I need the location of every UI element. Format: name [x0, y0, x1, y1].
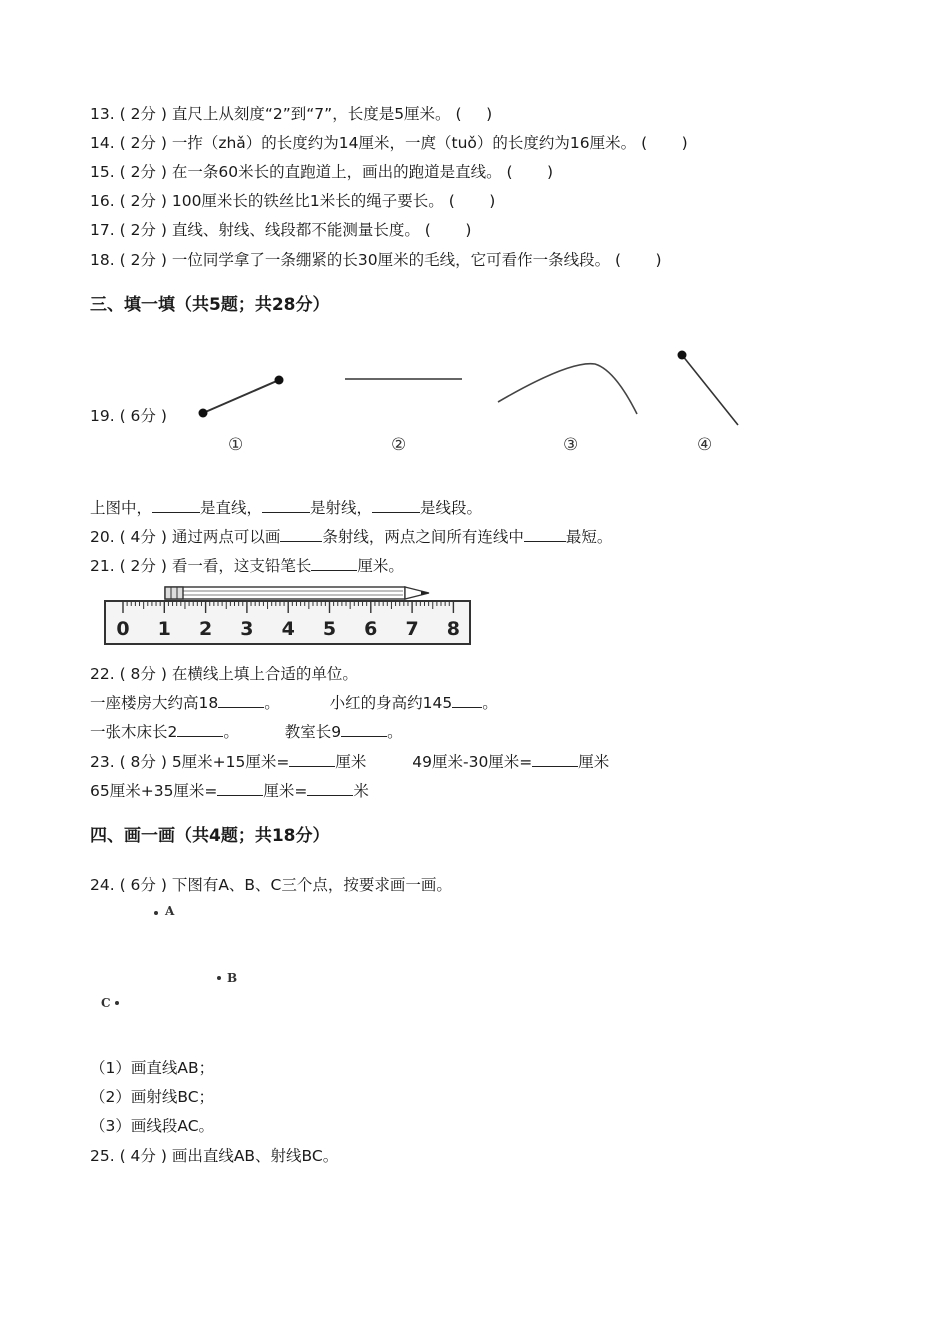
point-c-dot: [115, 1001, 119, 1005]
ruler-number: 0: [116, 618, 130, 640]
ruler-number: 7: [405, 618, 419, 640]
figure-label-3: ③: [563, 435, 579, 455]
ruler-number: 2: [198, 618, 213, 640]
answer-blank[interactable]: [311, 556, 357, 571]
answer-blank[interactable]: [280, 527, 322, 542]
point-a-label: A: [165, 904, 175, 918]
figure-ray: [678, 351, 739, 426]
question-20: 20. ( 4分 ) 通过两点可以画 条射线，两点之间所有连线中 最短。: [90, 528, 613, 546]
answer-blank[interactable]: [177, 722, 223, 737]
answer-blank[interactable]: [289, 752, 335, 767]
ruler-number: 6: [364, 618, 378, 640]
ruler-pencil-figure: [103, 582, 475, 648]
question-17: 17. ( 2分 ) 直线、射线、线段都不能测量长度。 ( ): [90, 221, 472, 239]
section-heading-draw: 四、画一画（共4题；共18分）: [90, 826, 330, 846]
answer-blank[interactable]: [217, 781, 263, 796]
question-22-row1: 一座楼房大约高18 。 小红的身高约145 。: [90, 694, 498, 712]
answer-blank[interactable]: [372, 498, 420, 513]
figure-label-1: ①: [228, 435, 244, 455]
question-22-title: 22. ( 8分 ) 在横线上填上合适的单位。: [90, 665, 358, 683]
question-24-item-1: （1）画直线AB；: [90, 1059, 215, 1077]
question-19-label: 19. ( 6分 ): [90, 407, 167, 425]
question-14: 14. ( 2分 ) 一拃（zhǎ）的长度约为14厘米，一庹（tuǒ）的长度约为16厘米。 ( ): [90, 134, 688, 152]
question-18: 18. ( 2分 ) 一位同学拿了一条绷紧的长30厘米的毛线，它可看作一条线段。 ( ): [90, 251, 662, 269]
figure-label-4: ④: [697, 435, 713, 455]
answer-blank[interactable]: [307, 781, 353, 796]
question-23-row1: 23. ( 8分 ) 5厘米+15厘米= 厘米 49厘米-30厘米= 厘米: [90, 753, 610, 771]
pencil: [165, 587, 429, 599]
question-21: 21. ( 2分 ) 看一看，这支铅笔长 厘米。: [90, 557, 404, 575]
answer-blank[interactable]: [152, 498, 200, 513]
q19-figure: [190, 340, 760, 460]
ruler-number: 4: [281, 618, 295, 640]
answer-blank[interactable]: [524, 527, 566, 542]
question-22-row2: 一张木床长2 。 教室长9 。: [90, 723, 403, 741]
answer-blank[interactable]: [218, 693, 264, 708]
point-b-label: B: [227, 971, 238, 985]
question-15: 15. ( 2分 ) 在一条60米长的直跑道上，画出的跑道是直线。 ( ): [90, 163, 554, 181]
question-13: 13. ( 2分 ) 直尺上从刻度“2”到“7”，长度是5厘米。 ( ): [90, 105, 493, 123]
point-b-dot: [217, 976, 221, 980]
figure-curve: [498, 364, 637, 414]
ruler-number: 8: [446, 618, 461, 640]
answer-blank[interactable]: [262, 498, 310, 513]
question-24-title: 24. ( 6分 ) 下图有A、B、C三个点，按要求画一画。: [90, 876, 452, 894]
question-23-row2: 65厘米+35厘米= 厘米= 米: [90, 782, 369, 800]
point-a-dot: [154, 911, 158, 915]
answer-blank[interactable]: [341, 722, 387, 737]
question-16: 16. ( 2分 ) 100厘米长的铁丝比1米长的绳子要长。 ( ): [90, 192, 496, 210]
question-24-item-3: （3）画线段AC。: [90, 1117, 215, 1135]
question-24-item-2: （2）画射线BC；: [90, 1088, 215, 1106]
point-c-label: C: [101, 996, 111, 1010]
figure-segment: [199, 376, 284, 418]
question-25-title: 25. ( 4分 ) 画出直线AB、射线BC。: [90, 1147, 339, 1165]
section-heading-fill: 三、填一填（共5题；共28分）: [90, 295, 330, 315]
ruler-numbers: [116, 618, 460, 640]
ruler-number: 1: [157, 618, 171, 640]
ruler-number: 5: [322, 618, 337, 640]
answer-blank[interactable]: [532, 752, 578, 767]
question-19-text: 上图中， 是直线， 是射线， 是线段。: [90, 499, 483, 517]
figure-label-2: ②: [391, 435, 407, 455]
ruler-number: 3: [240, 618, 254, 640]
answer-blank[interactable]: [452, 693, 482, 708]
